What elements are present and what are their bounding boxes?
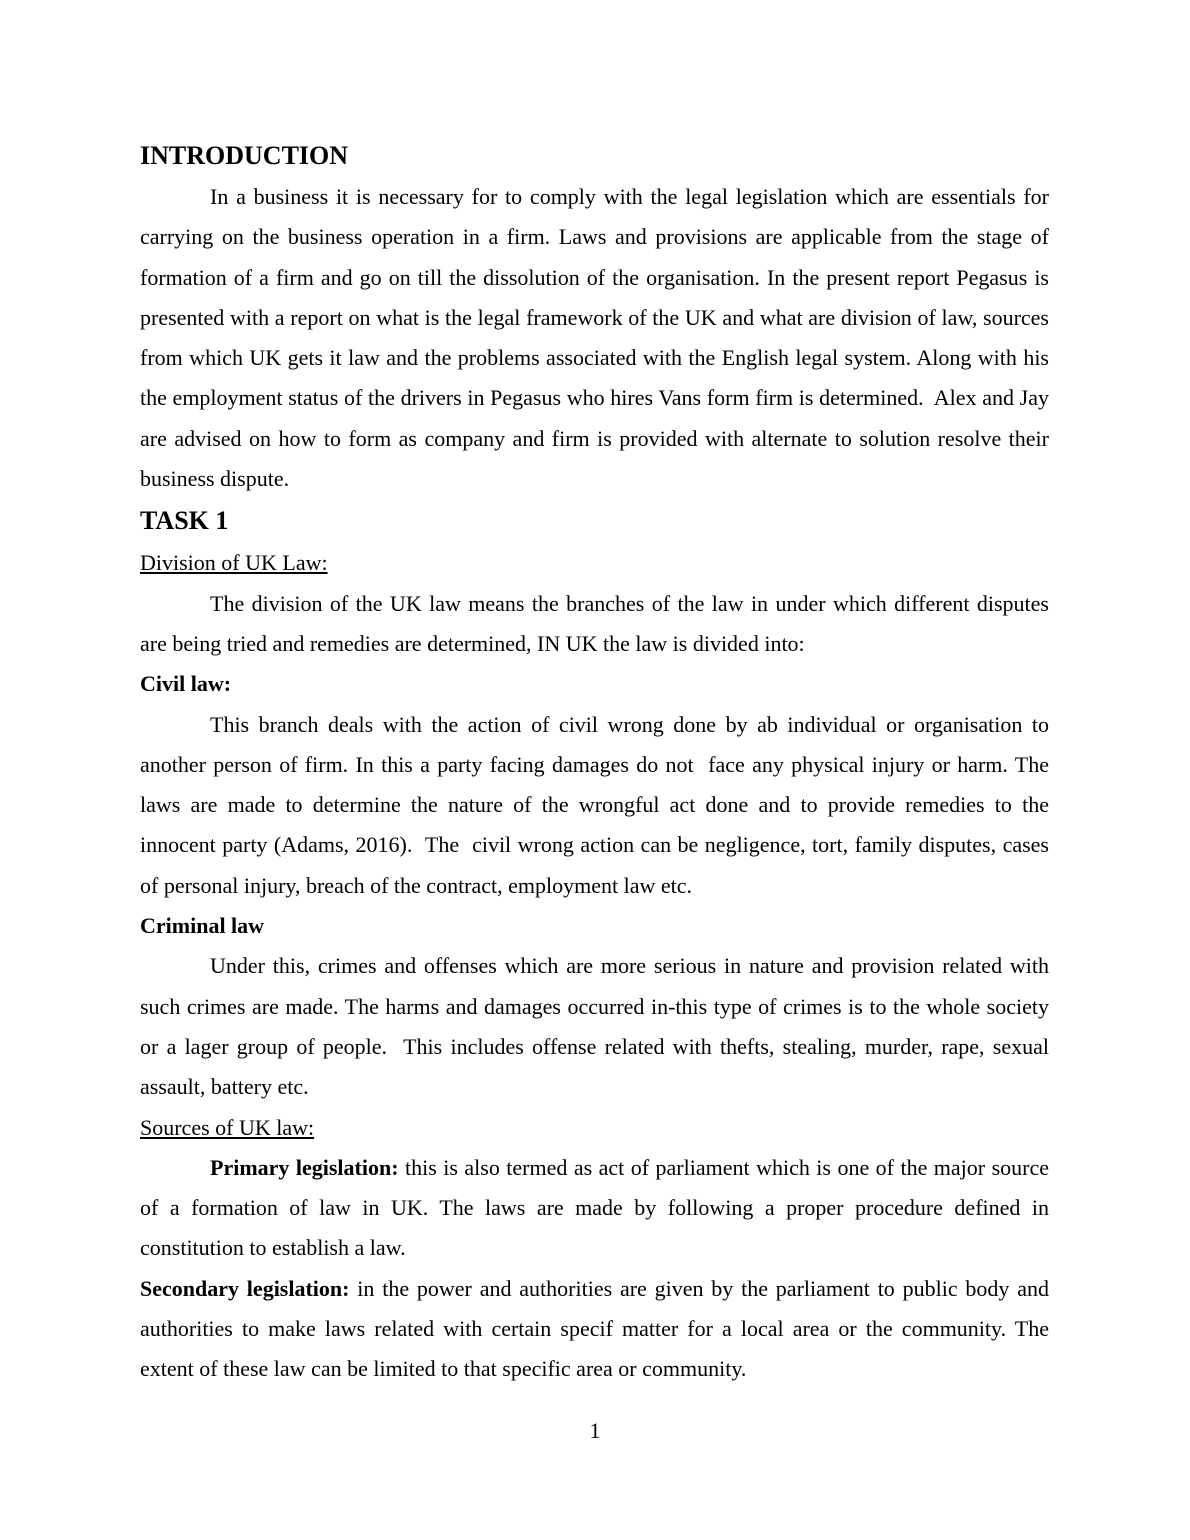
division-title: Division of UK Law:	[140, 550, 328, 576]
criminal-law-paragraph: Under this, crimes and offenses which are more serious in nature and provision related with such crimes are made. The harms and damages occurred in-this type of crimes is to the whole society or a lager group of people. This includes offense related with thefts, stealing, murder, rape, sexual assault, battery etc.	[140, 953, 1049, 1100]
civil-law-title: Civil law:	[140, 671, 232, 697]
criminal-law-title: Criminal law	[140, 913, 265, 939]
secondary-legislation-paragraph	[140, 1269, 1049, 1390]
civil-law-paragraph: This branch deals with the action of civil wrong done by ab individual or organisation to another person of firm. In this a party facing damages do not face any physical injury or harm. The laws are made to determine the nature of the wrongful act done and to provide remedies to the innocent party (Adams, 2016). The civil wrong action can be negligence, tort, family disputes, cases of personal injury, breach of the contract, employment law etc.	[140, 711, 1049, 898]
division-paragraph: The division of the UK law means the branches of the law in under which different disputes are being tried and remedies are determined, IN UK the law is divided into:	[140, 590, 1049, 656]
task1-heading: TASK 1	[140, 506, 229, 536]
primary-legislation-paragraph	[140, 1148, 1049, 1269]
page-number: 1	[589, 1418, 601, 1443]
secondary-legislation-text: in the power and authorities are given by the parliament to public body and authorities to make laws related with certain specif matter for a local area or the community. The extent of these law can be limited to that specific area or community.	[140, 1275, 1049, 1382]
secondary-legislation-label: Secondary legislation:	[140, 1275, 350, 1301]
sources-title: Sources of UK law:	[140, 1114, 315, 1140]
primary-legislation-text: this is also termed as act of parliament which is one of the major source of a formation of law in UK. The laws are made by following a proper procedure defined in constitution to establish a law.	[140, 1154, 1049, 1261]
primary-legislation-label: Primary legislation:	[210, 1154, 399, 1180]
introduction-paragraph: In a business it is necessary for to comply with the legal legislation which are essentials for carrying on the business operation in a firm. Laws and provisions are applicable from the stage of formation of a firm and go on till the dissolution of the organisation. In the present report Pegasus is presented with a report on what is the legal framework of the UK and what are division of law, sources from which UK gets it law and the problems associated with the English legal system. Along with his the employment status of the drivers in Pegasus who hires Vans form firm is determined. Alex and Jay are advised on how to form as company and firm is provided with alternate to solution resolve their business dispute.	[140, 184, 1049, 492]
page-content	[140, 136, 1049, 1390]
introduction-heading: INTRODUCTION	[140, 141, 349, 170]
